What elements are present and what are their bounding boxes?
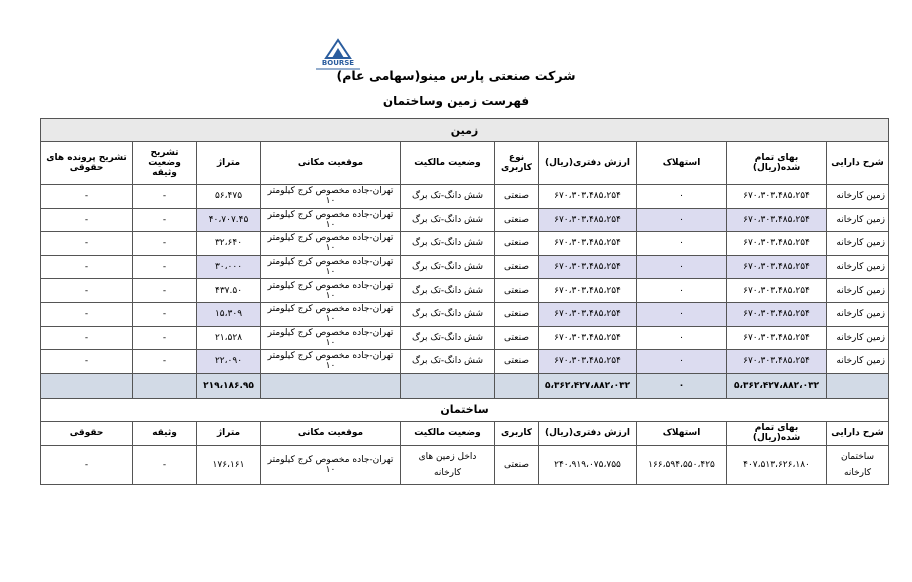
building-column-headers [41, 421, 889, 445]
cell-ownership: شش دانگ-تک برگ [401, 326, 495, 350]
b-col-usage: کاربری [495, 421, 539, 445]
cell-usage: صنعتی [495, 208, 539, 232]
cell-book-value: ۶۷۰،۳۰۳،۴۸۵،۲۵۴ [539, 255, 637, 279]
cell-asset-desc: زمین کارخانه [827, 232, 889, 256]
table-row [41, 208, 889, 232]
cell-usage: صنعتی [495, 185, 539, 209]
col-cost: بهای تمام شده(ریال) [727, 142, 827, 185]
col-asset-desc: شرح دارایی [827, 142, 889, 185]
col-ownership: وضعیت مالکیت [401, 142, 495, 185]
building-row [41, 445, 889, 484]
cell-area: ۳۰،۰۰۰ [197, 255, 261, 279]
bourse-logo [310, 38, 366, 72]
land-column-headers [41, 142, 889, 185]
cell-asset-desc: زمین کارخانه [827, 350, 889, 374]
building-area: ۱۷۶،۱۶۱ [197, 445, 261, 484]
cell-legal: - [41, 279, 133, 303]
cell-ownership: شش دانگ-تک برگ [401, 185, 495, 209]
table-row [41, 302, 889, 326]
cell-legal: - [41, 326, 133, 350]
cell-book-value: ۶۷۰،۳۰۳،۴۸۵،۲۵۴ [539, 208, 637, 232]
b-col-book-value: ارزش دفتری(ریال) [539, 421, 637, 445]
building-section-header [41, 398, 889, 421]
cell-location: تهران-جاده مخصوص کرج کیلومتر ۱۰ [261, 326, 401, 350]
cell-legal: - [41, 232, 133, 256]
company-title: شرکت صنعتی پارس مینو(سهامی عام) [336, 68, 576, 83]
cell-usage: صنعتی [495, 326, 539, 350]
col-legal: تشریح پرونده های حقوقی [41, 142, 133, 185]
table-row [41, 232, 889, 256]
col-usage: نوع کاربری [495, 142, 539, 185]
table-row [41, 255, 889, 279]
cell-legal: - [41, 302, 133, 326]
cell-collateral: - [133, 255, 197, 279]
building-depreciation: ۱۶۶،۵۹۴،۵۵۰،۴۲۵ [637, 445, 727, 484]
b-col-collateral: وثیقه [133, 421, 197, 445]
cell-area: ۲۱،۵۲۸ [197, 326, 261, 350]
cell-book-value: ۶۷۰،۳۰۳،۴۸۵،۲۵۴ [539, 185, 637, 209]
b-col-area: متراژ [197, 421, 261, 445]
cell-book-value: ۶۷۰،۳۰۳،۴۸۵،۲۵۴ [539, 232, 637, 256]
cell-asset-desc: زمین کارخانه [827, 326, 889, 350]
cell-asset-desc: زمین کارخانه [827, 208, 889, 232]
building-desc: ساختمان کارخانه [827, 445, 889, 484]
land-total-row [41, 373, 889, 398]
cell-asset-desc: زمین کارخانه [827, 255, 889, 279]
building-legal: - [41, 445, 133, 484]
cell-collateral: - [133, 279, 197, 303]
building-ownership: داخل زمین های کارخانه [401, 445, 495, 484]
building-usage: صنعتی [495, 445, 539, 484]
cell-area: ۱۵،۳۰۹ [197, 302, 261, 326]
cell-ownership: شش دانگ-تک برگ [401, 208, 495, 232]
cell-ownership: شش دانگ-تک برگ [401, 350, 495, 374]
cell-legal: - [41, 208, 133, 232]
cell-legal: - [41, 350, 133, 374]
b-col-ownership: وضعیت مالکیت [401, 421, 495, 445]
document-subtitle: فهرست زمین وساختمان [382, 94, 530, 108]
cell-ownership: شش دانگ-تک برگ [401, 279, 495, 303]
cell-usage: صنعتی [495, 279, 539, 303]
building-section-title: ساختمان [41, 398, 889, 421]
cell-asset-desc: زمین کارخانه [827, 302, 889, 326]
cell-usage: صنعتی [495, 302, 539, 326]
col-area: متراژ [197, 142, 261, 185]
b-col-depreciation: استهلاک [637, 421, 727, 445]
building-collateral: - [133, 445, 197, 484]
cell-depreciation: ۰ [637, 350, 727, 374]
cell-book-value: ۶۷۰،۳۰۳،۴۸۵،۲۵۴ [539, 302, 637, 326]
cell-depreciation: ۰ [637, 255, 727, 279]
b-col-cost: بهای تمام شده(ریال) [727, 421, 827, 445]
cell-depreciation: ۰ [637, 208, 727, 232]
b-col-location: موقعیت مکانی [261, 421, 401, 445]
land-section-header [41, 119, 889, 142]
cell-collateral: - [133, 350, 197, 374]
cell-collateral: - [133, 185, 197, 209]
cell-cost: ۶۷۰،۳۰۳،۴۸۵،۲۵۴ [727, 232, 827, 256]
col-location: موقعیت مکانی [261, 142, 401, 185]
cell-cost: ۶۷۰،۳۰۳،۴۸۵،۲۵۴ [727, 279, 827, 303]
cell-location: تهران-جاده مخصوص کرج کیلومتر ۱۰ [261, 255, 401, 279]
table-row [41, 279, 889, 303]
cell-legal: - [41, 255, 133, 279]
cell-usage: صنعتی [495, 232, 539, 256]
logo-text: BOURSE [321, 59, 355, 67]
cell-depreciation: ۰ [637, 279, 727, 303]
cell-depreciation: ۰ [637, 302, 727, 326]
total-book-value: ۵،۳۶۲،۴۲۷،۸۸۲،۰۳۲ [539, 373, 637, 398]
cell-ownership: شش دانگ-تک برگ [401, 302, 495, 326]
table-row [41, 185, 889, 209]
cell-cost: ۶۷۰،۳۰۳،۴۸۵،۲۵۴ [727, 326, 827, 350]
cell-collateral: - [133, 208, 197, 232]
cell-area: ۵۶،۴۷۵ [197, 185, 261, 209]
cell-location: تهران-جاده مخصوص کرج کیلومتر ۱۰ [261, 208, 401, 232]
col-depreciation: استهلاک [637, 142, 727, 185]
cell-book-value: ۶۷۰،۳۰۳،۴۸۵،۲۵۴ [539, 326, 637, 350]
cell-area: ۲۲،۰۹۰ [197, 350, 261, 374]
cell-depreciation: ۰ [637, 232, 727, 256]
cell-area: ۳۲،۶۴۰ [197, 232, 261, 256]
cell-location: تهران-جاده مخصوص کرج کیلومتر ۱۰ [261, 350, 401, 374]
cell-cost: ۶۷۰،۳۰۳،۴۸۵،۲۵۴ [727, 208, 827, 232]
cell-collateral: - [133, 326, 197, 350]
cell-book-value: ۶۷۰،۳۰۳،۴۸۵،۲۵۴ [539, 350, 637, 374]
cell-location: تهران-جاده مخصوص کرج کیلومتر ۱۰ [261, 302, 401, 326]
cell-area: ۴۳۷.۵۰ [197, 279, 261, 303]
table-row [41, 350, 889, 374]
cell-collateral: - [133, 302, 197, 326]
cell-ownership: شش دانگ-تک برگ [401, 255, 495, 279]
cell-asset-desc: زمین کارخانه [827, 279, 889, 303]
col-collateral: تشریح وضعیت وثیقه [133, 142, 197, 185]
cell-depreciation: ۰ [637, 326, 727, 350]
building-cost: ۴۰۷،۵۱۳،۶۲۶،۱۸۰ [727, 445, 827, 484]
cell-legal: - [41, 185, 133, 209]
cell-cost: ۶۷۰،۳۰۳،۴۸۵،۲۵۴ [727, 255, 827, 279]
cell-location: تهران-جاده مخصوص کرج کیلومتر ۱۰ [261, 279, 401, 303]
cell-usage: صنعتی [495, 350, 539, 374]
total-depreciation: ۰ [637, 373, 727, 398]
cell-asset-desc: زمین کارخانه [827, 185, 889, 209]
total-area: ۲۱۹،۱۸۶.۹۵ [197, 373, 261, 398]
land-table [40, 118, 889, 485]
building-location: تهران-جاده مخصوص کرج کیلومتر ۱۰ [261, 445, 401, 484]
cell-depreciation: ۰ [637, 185, 727, 209]
b-col-asset-desc: شرح دارایی [827, 421, 889, 445]
table-row [41, 326, 889, 350]
cell-cost: ۶۷۰،۳۰۳،۴۸۵،۲۵۴ [727, 302, 827, 326]
cell-location: تهران-جاده مخصوص کرج کیلومتر ۱۰ [261, 232, 401, 256]
cell-cost: ۶۷۰،۳۰۳،۴۸۵،۲۵۴ [727, 185, 827, 209]
cell-area: ۴۰،۷۰۷.۴۵ [197, 208, 261, 232]
cell-book-value: ۶۷۰،۳۰۳،۴۸۵،۲۵۴ [539, 279, 637, 303]
land-section-title: زمین [41, 119, 889, 142]
col-book-value: ارزش دفتری(ریال) [539, 142, 637, 185]
building-book-value: ۲۴۰،۹۱۹،۰۷۵،۷۵۵ [539, 445, 637, 484]
b-col-legal: حقوقی [41, 421, 133, 445]
cell-ownership: شش دانگ-تک برگ [401, 232, 495, 256]
cell-collateral: - [133, 232, 197, 256]
cell-location: تهران-جاده مخصوص کرج کیلومتر ۱۰ [261, 185, 401, 209]
cell-usage: صنعتی [495, 255, 539, 279]
total-cost: ۵،۳۶۲،۴۲۷،۸۸۲،۰۳۲ [727, 373, 827, 398]
cell-cost: ۶۷۰،۳۰۳،۴۸۵،۲۵۴ [727, 350, 827, 374]
